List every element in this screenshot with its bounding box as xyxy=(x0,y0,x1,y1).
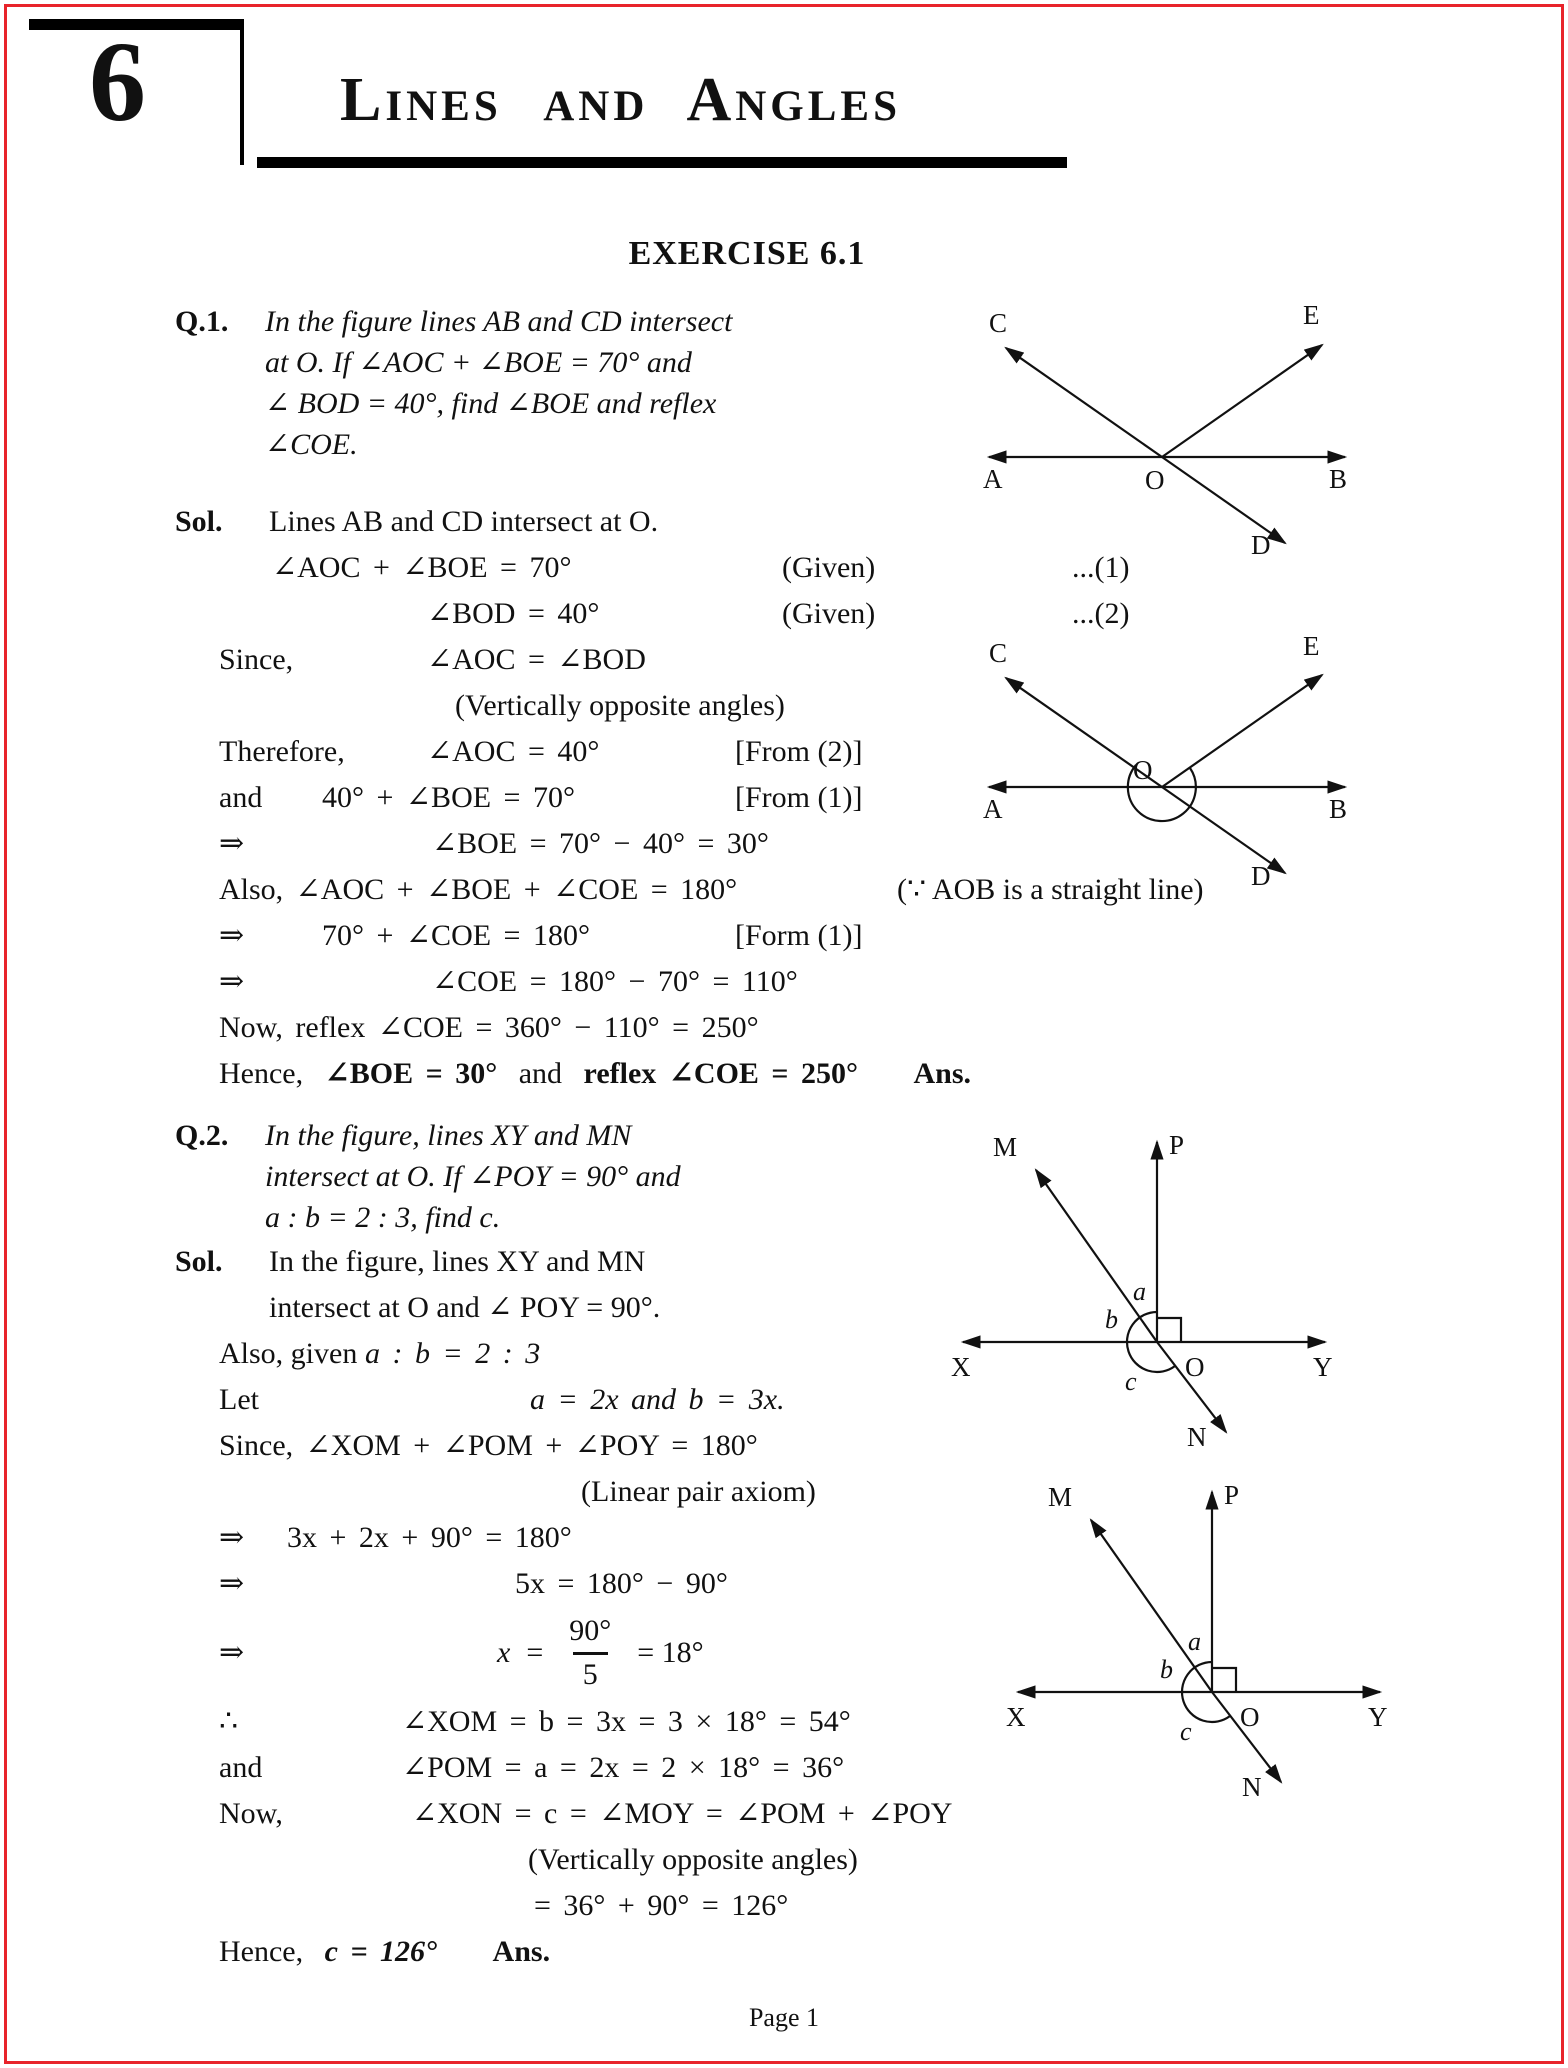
fig1-label-o: O xyxy=(1145,465,1165,495)
q1-line-2 xyxy=(265,342,732,383)
sol1-r6-ref: [From (1)] xyxy=(735,781,863,814)
fig1-label-d: D xyxy=(1251,530,1271,557)
sol2-r5-expr: 3x + 2x + 90° = 180° xyxy=(287,1521,572,1554)
sol1-r2-annotation: (Given) xyxy=(782,597,876,630)
sol1-r9-lead: ⇒ xyxy=(219,919,245,952)
sol1-intro-text: Lines AB and CD intersect at O. xyxy=(269,505,659,538)
sol2-r1-expr: a : b = 2 : 3 xyxy=(365,1337,541,1370)
sol2-row-11 xyxy=(175,1837,1365,1883)
chapter-number: 6 xyxy=(89,18,146,145)
sol1-r2-ref: ...(2) xyxy=(1072,597,1130,630)
fig3-label-angle-b: b xyxy=(1105,1305,1118,1334)
question-1 xyxy=(175,301,732,465)
fraction-result: = 18° xyxy=(637,1636,704,1669)
fraction-variable: x xyxy=(497,1636,511,1669)
sol2-r10-expr: ∠XON = c = ∠MOY = ∠POM + ∠POY xyxy=(412,1797,953,1830)
sol2-row-12 xyxy=(175,1883,1365,1929)
fig4-label-angle-b: b xyxy=(1160,1655,1173,1684)
fig1-ray-oe xyxy=(1162,345,1322,457)
sol1-r7-expr: ∠BOE = 70° − 40° = 30° xyxy=(432,827,769,860)
fig2-label-a: A xyxy=(983,794,1003,824)
sol2-r8-lead: ∴ xyxy=(219,1705,239,1738)
sol2-r4-note: (Linear pair axiom) xyxy=(581,1475,816,1508)
sol1-answer-coe: reflex ∠COE = 250° xyxy=(583,1057,859,1090)
fig4-label-angle-a: a xyxy=(1188,1627,1201,1656)
sol2-r1-lead: Also, given xyxy=(219,1337,358,1370)
sol1-hence-mid: and xyxy=(518,1057,563,1090)
fig4-label-n: N xyxy=(1242,1772,1262,1802)
fig3-label-angle-c: c xyxy=(1125,1367,1137,1396)
sol1-r6-expr: 40° + ∠BOE = 70° xyxy=(322,781,575,814)
fig1-lines xyxy=(989,345,1348,543)
sol1-r1-annotation: (Given) xyxy=(782,551,876,584)
q1-line-4 xyxy=(265,424,732,465)
figure-q2-a xyxy=(937,1102,1357,1452)
fig4-ray-om xyxy=(1091,1520,1212,1692)
chapter-title: Lines and Angles xyxy=(340,66,902,134)
sol1-r10-lead: ⇒ xyxy=(219,965,245,998)
sol2-r5-lead: ⇒ xyxy=(219,1521,245,1554)
fig3-label-angle-a: a xyxy=(1133,1277,1146,1306)
fig1-label-e: E xyxy=(1303,300,1320,330)
sol2-r7-lead: ⇒ xyxy=(219,1636,245,1669)
fraction-equals: = xyxy=(526,1636,544,1669)
sol2-ans-label: Ans. xyxy=(492,1935,551,1968)
sol2-r9-lead: and xyxy=(219,1751,263,1784)
sol1-r8-expr: Also, ∠AOC + ∠BOE + ∠COE = 180° xyxy=(219,873,738,906)
header-divider xyxy=(240,19,244,165)
sol1-label: Sol. xyxy=(175,505,223,538)
sol1-r5-expr: ∠AOC = 40° xyxy=(427,735,600,768)
q1-label: Q.1. xyxy=(175,305,229,338)
sol1-r10-expr: ∠COE = 180° − 70° = 110° xyxy=(432,965,798,998)
figure-q2-b xyxy=(992,1452,1412,1802)
fig1-label-c: C xyxy=(989,308,1008,338)
q1-text-2: at O. If ∠AOC + ∠BOE = 70° and xyxy=(265,346,692,379)
question-2 xyxy=(175,1115,681,1238)
exercise-title: EXERCISE 6.1 xyxy=(628,235,866,272)
fig2-lines xyxy=(989,675,1348,873)
sol2-answer-c: c = 126° xyxy=(324,1935,438,1968)
sol1-answer-boe: ∠BOE = 30° xyxy=(324,1057,498,1090)
sol1-hence-lead: Hence, xyxy=(219,1057,304,1090)
fig3-ray-om xyxy=(1036,1170,1157,1342)
q1-text-3: ∠ BOD = 40°, find ∠BOE and reflex xyxy=(265,387,717,420)
sol1-r2-expr: ∠BOD = 40° xyxy=(427,597,600,630)
q2-text-2: intersect at O. If ∠POY = 90° and xyxy=(265,1160,681,1193)
sol2-r3-text: Since, ∠XOM + ∠POM + ∠POY = 180° xyxy=(219,1429,758,1462)
sol2-hence-lead: Hence, xyxy=(219,1935,304,1968)
q1-line-3 xyxy=(265,383,732,424)
sol1-r8-annotation: (∵ AOB is a straight line) xyxy=(897,873,1204,906)
page-number: Page 1 xyxy=(748,2003,820,2032)
sol1-r3-expr: ∠AOC = ∠BOD xyxy=(427,643,646,676)
sol1-ans-label: Ans. xyxy=(913,1057,972,1090)
fig4-label-x: X xyxy=(1006,1702,1026,1732)
sol1-row-9 xyxy=(175,913,1365,959)
fig1-label-a: A xyxy=(983,464,1003,494)
fig4-label-m: M xyxy=(1048,1482,1073,1512)
sol1-r4-note: (Vertically opposite angles) xyxy=(455,689,785,722)
sol2-r9-expr: ∠POM = a = 2x = 2 × 18° = 36° xyxy=(402,1751,845,1784)
fig4-label-p: P xyxy=(1224,1480,1240,1510)
sol2-r2-expr: a = 2x and b = 3x. xyxy=(530,1383,785,1416)
sol2-intro-text-2: intersect at O and ∠ POY = 90°. xyxy=(269,1291,661,1324)
sol1-row-11 xyxy=(175,1005,1365,1051)
sol1-r5-ref: [From (2)] xyxy=(735,735,863,768)
fig3-right-angle-mark xyxy=(1157,1318,1181,1342)
fraction-denominator: 5 xyxy=(573,1652,608,1693)
fraction-expression xyxy=(497,1607,704,1699)
figure-q1-b xyxy=(957,627,1377,897)
sol2-r12-expr: = 36° + 90° = 126° xyxy=(534,1889,789,1922)
fig2-label-e: E xyxy=(1303,631,1320,661)
sol2-r10-lead: Now, xyxy=(219,1797,283,1830)
sol2-r11-note: (Vertically opposite angles) xyxy=(528,1843,858,1876)
fraction-numerator: 90° xyxy=(569,1614,612,1647)
sol1-row-10 xyxy=(175,959,1365,1005)
fig1-label-b: B xyxy=(1329,464,1348,494)
fig3-label-n: N xyxy=(1187,1422,1207,1452)
sol2-r6-lead: ⇒ xyxy=(219,1567,245,1600)
q2-line-2 xyxy=(265,1156,681,1197)
q1-text-4: ∠COE. xyxy=(265,428,358,461)
sol2-r2-lead: Let xyxy=(219,1383,259,1416)
fig3-label-y: Y xyxy=(1313,1352,1333,1382)
fraction xyxy=(559,1613,621,1693)
fig4-label-y: Y xyxy=(1368,1702,1388,1732)
fig2-label-d: D xyxy=(1251,861,1271,891)
q2-line-1 xyxy=(175,1115,681,1156)
fig3-label-m: M xyxy=(993,1132,1018,1162)
sol1-r11-text: Now, reflex ∠COE = 360° − 110° = 250° xyxy=(219,1011,759,1044)
sol2-intro-text-1: In the figure, lines XY and MN xyxy=(269,1245,646,1278)
sol2-conclusion xyxy=(175,1929,1365,1975)
sol2-r6-expr: 5x = 180° − 90° xyxy=(515,1567,728,1600)
sol1-r3-lead: Since, xyxy=(219,643,294,676)
sol1-r6-lead: and xyxy=(219,781,263,814)
q1-line-1 xyxy=(175,301,732,342)
fig2-label-c: C xyxy=(989,638,1008,668)
sol2-label: Sol. xyxy=(175,1245,223,1278)
page xyxy=(4,4,1564,2064)
sol1-r1-expr: ∠AOC + ∠BOE = 70° xyxy=(272,551,572,584)
q2-text-3: a : b = 2 : 3, find c. xyxy=(265,1201,501,1234)
fig3-label-x: X xyxy=(951,1352,971,1382)
sol1-r9-expr: 70° + ∠COE = 180° xyxy=(322,919,590,952)
figure-q1-a xyxy=(957,292,1377,557)
sol1-r7-lead: ⇒ xyxy=(219,827,245,860)
sol1-conclusion xyxy=(175,1051,1365,1097)
title-underline xyxy=(257,157,1067,168)
fig2-ray-oe xyxy=(1162,675,1322,787)
q2-text-1: In the figure, lines XY and MN xyxy=(265,1119,632,1152)
fig4-label-angle-c: c xyxy=(1180,1717,1192,1746)
sol1-r5-lead: Therefore, xyxy=(219,735,345,768)
fig4-label-o: O xyxy=(1240,1702,1260,1732)
sol1-r1-ref: ...(1) xyxy=(1072,551,1130,584)
q1-text-1: In the figure lines AB and CD intersect xyxy=(265,305,733,338)
fig3-label-p: P xyxy=(1169,1130,1185,1160)
fig2-label-b: B xyxy=(1329,794,1348,824)
fig1-ray-oc xyxy=(1006,348,1162,457)
q2-line-3 xyxy=(265,1197,681,1238)
sol2-r8-expr: ∠XOM = b = 3x = 3 × 18° = 54° xyxy=(402,1705,851,1738)
fig2-label-o: O xyxy=(1133,755,1153,785)
sol1-r9-ref: [Form (1)] xyxy=(735,919,863,952)
fig4-right-angle-mark xyxy=(1212,1668,1236,1692)
fig3-label-o: O xyxy=(1185,1352,1205,1382)
q2-label: Q.2. xyxy=(175,1119,229,1152)
